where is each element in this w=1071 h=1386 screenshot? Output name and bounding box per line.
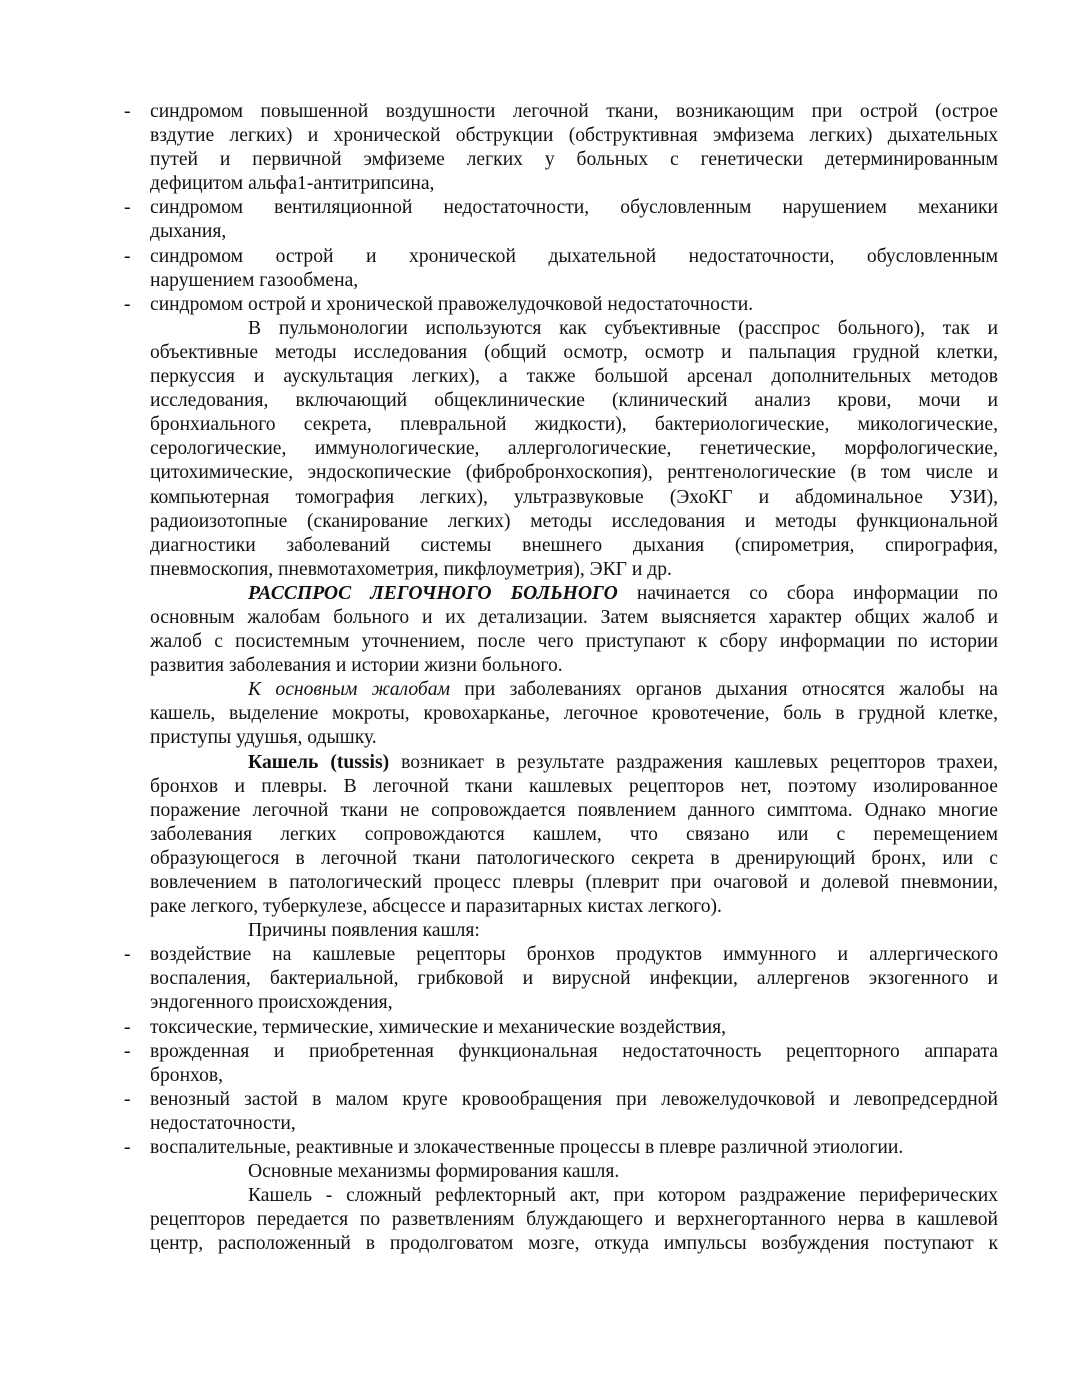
text-line bbox=[122, 871, 998, 895]
line-text: вовлечением в патологический процесс плевры (плеврит при очаговой и долевой пневмонии, bbox=[150, 872, 998, 893]
paragraph-first-line bbox=[248, 751, 998, 775]
line-text: центр, расположенный в продолговатом мозге, откуда импульсы возбуждения поступают к bbox=[150, 1233, 998, 1255]
bullet-dash: - bbox=[124, 197, 131, 219]
text-line bbox=[122, 702, 998, 726]
line-text: начинается со сбора информации по bbox=[617, 582, 998, 604]
line-text: перкуссия и аускультация легких), а также большой арсенал дополнительных методов bbox=[150, 366, 998, 388]
text-line bbox=[122, 823, 998, 847]
line-text: эндогенного происхождения, bbox=[150, 992, 393, 1014]
line-text: приступы удушья, одышку. bbox=[150, 727, 377, 749]
text-line bbox=[122, 1040, 998, 1064]
text-line bbox=[122, 148, 998, 172]
text-line bbox=[122, 1016, 998, 1040]
text-line bbox=[122, 124, 998, 148]
line-text: объективные методы исследования (общий осмотр, осмотр и пальпация грудной клетки, bbox=[150, 341, 998, 363]
line-text: развития заболевания и истории жизни больного. bbox=[150, 655, 563, 677]
text-line bbox=[122, 196, 998, 220]
line-text: синдромом вентиляционной недостаточности, обусловленным нарушением механики bbox=[150, 197, 998, 219]
line-text: бронхов и плевры. В легочной ткани кашлевых рецепторов нет, поэтому изолированное bbox=[150, 775, 998, 797]
line-text: рецепторов передается по разветвлениям блуждающего и верхнегортанного нерва в кашлевой bbox=[150, 1209, 998, 1231]
line-text: возникает в результате раздражения кашлевых рецепторов трахеи, bbox=[389, 751, 998, 773]
text-line bbox=[122, 726, 998, 750]
text-line bbox=[122, 486, 998, 510]
text-line bbox=[122, 172, 998, 196]
text-line bbox=[122, 895, 998, 919]
bullet-dash: - bbox=[124, 1137, 131, 1159]
text-line bbox=[122, 100, 998, 124]
line-text: воспалительные, реактивные и злокачественные процессы в плевре различной этиологии. bbox=[150, 1137, 904, 1159]
text-line bbox=[122, 654, 998, 678]
line-text: токсические, термические, химические и механические воздействия, bbox=[150, 1016, 727, 1038]
text-line bbox=[122, 437, 998, 461]
line-text: пневмоскопия, пневмотахометрия, пикфлоуметрия), ЭКГ и др. bbox=[150, 558, 672, 580]
bullet-dash: - bbox=[124, 293, 131, 315]
text-line bbox=[122, 967, 998, 991]
line-text: дефицитом альфа1-антитрипсина, bbox=[150, 173, 435, 195]
line-text: синдромом повышенной воздушности легочной ткани, возникающим при острой (острое bbox=[150, 101, 998, 122]
text-line bbox=[122, 1184, 998, 1208]
line-text: венозный застой в малом круге кровообращения при левожелудочковой и левопредсердной bbox=[150, 1088, 998, 1110]
text-line bbox=[122, 943, 998, 967]
paragraph-first-line bbox=[248, 678, 998, 702]
text-line bbox=[122, 1208, 998, 1232]
line-text: недостаточности, bbox=[150, 1112, 296, 1134]
text-line bbox=[122, 245, 998, 269]
text-line bbox=[122, 1232, 998, 1256]
text-line bbox=[122, 534, 998, 558]
line-text: бронхиального секрета, плевральной жидкости), бактериологические, микологические, bbox=[150, 414, 998, 436]
line-text: основным жалобам больного и их детализации. Затем выясняется характер общих жалоб и bbox=[150, 606, 998, 628]
line-text: исследования, включающий общеклинические (клинический анализ крови, мочи и bbox=[150, 390, 998, 412]
document-body bbox=[122, 100, 998, 1257]
bullet-dash: - bbox=[124, 1016, 131, 1038]
line-text: дыхания, bbox=[150, 221, 227, 243]
text-line bbox=[122, 558, 998, 582]
paragraph-first-line: Кашель - сложный рефлекторный акт, при котором раздражение периферических bbox=[248, 1185, 998, 1207]
text-line bbox=[122, 413, 998, 437]
line-text: воспаления, бактериальной, грибковой и вирусной инфекции, аллергенов экзогенного и bbox=[150, 968, 998, 990]
paragraph-first-line: Основные механизмы формирования кашля. bbox=[248, 1161, 620, 1183]
text-line bbox=[122, 678, 998, 702]
text-line bbox=[122, 751, 998, 775]
line-text: путей и первичной эмфиземе легких у больных с генетически детерминированным bbox=[150, 149, 998, 171]
text-line bbox=[122, 1112, 998, 1136]
line-text: жалоб с посистемным уточнением, после чего приступают к сбору информации по истории bbox=[150, 631, 998, 653]
text-line bbox=[122, 220, 998, 244]
line-text: синдромом острой и хронической правожелудочковой недостаточности. bbox=[150, 293, 754, 315]
line-text: цитохимические, эндоскопические (фибробронхоскопия), рентгенологические (в том числе и bbox=[150, 462, 998, 484]
line-text: образующегося в легочной ткани патологического секрета в дренирующий бронх, или с bbox=[150, 847, 998, 869]
text-line bbox=[122, 799, 998, 823]
text-line bbox=[122, 1064, 998, 1088]
line-text: вздутие легких) и хронической обструкции (обструктивная эмфизема легких) дыхательных bbox=[150, 125, 998, 147]
emphasis-text: К основным жалобам bbox=[248, 679, 451, 701]
text-line bbox=[122, 365, 998, 389]
line-text: кашель, выделение мокроты, кровохарканье, легочное кровотечение, боль в грудной клетке, bbox=[150, 703, 998, 725]
line-text: серологические, иммунологические, аллергологические, генетические, морфологические, bbox=[150, 438, 998, 460]
text-line bbox=[122, 1160, 998, 1184]
line-text: раке легкого, туберкулезе, абсцессе и паразитарных кистах легкого). bbox=[150, 896, 722, 918]
bullet-dash: - bbox=[124, 245, 131, 267]
line-text: синдромом острой и хронической дыхательной недостаточности, обусловленным bbox=[150, 245, 998, 267]
text-line bbox=[122, 461, 998, 485]
text-line bbox=[122, 847, 998, 871]
line-text: радиоизотопные (сканирование легких) методы исследования и методы функциональной bbox=[150, 510, 998, 532]
text-line bbox=[122, 389, 998, 413]
paragraph-first-line: Причины появления кашля: bbox=[248, 920, 480, 942]
bullet-dash: - bbox=[124, 1088, 131, 1110]
paragraph-first-line bbox=[248, 582, 998, 606]
text-line bbox=[122, 775, 998, 799]
text-line bbox=[122, 630, 998, 654]
line-text: компьютерная томография легких), ультразвуковые (ЭхоКГ и абдоминальное УЗИ), bbox=[150, 486, 998, 508]
text-line bbox=[122, 582, 998, 606]
section-heading: РАССПРОС ЛЕГОЧНОГО БОЛЬНОГО bbox=[248, 582, 618, 604]
text-line bbox=[122, 991, 998, 1015]
text-line bbox=[122, 293, 998, 317]
text-line bbox=[122, 317, 998, 341]
line-text: при заболеваниях органов дыхания относятся жалобы на bbox=[450, 679, 998, 701]
text-line bbox=[122, 510, 998, 534]
line-text: нарушением газообмена, bbox=[150, 269, 359, 291]
line-text: поражение легочной ткани не сопровождается появлением данного симптома. Однако многие bbox=[150, 799, 998, 821]
term-heading: Кашель (tussis) bbox=[248, 751, 390, 773]
line-text: врожденная и приобретенная функциональная недостаточность рецепторного аппарата bbox=[150, 1040, 998, 1062]
paragraph-first-line: В пульмонологии используются как субъективные (расспрос больного), так и bbox=[248, 317, 998, 339]
line-text: диагностики заболеваний системы внешнего дыхания (спирометрия, спирография, bbox=[150, 534, 998, 556]
bullet-dash: - bbox=[124, 101, 131, 122]
text-line bbox=[122, 269, 998, 293]
bullet-dash: - bbox=[124, 1040, 131, 1062]
text-line bbox=[122, 341, 998, 365]
text-line bbox=[122, 919, 998, 943]
line-text: заболевания легких сопровождаются кашлем, что связано или с перемещением bbox=[150, 823, 998, 845]
line-text: бронхов, bbox=[150, 1064, 224, 1086]
line-text: воздействие на кашлевые рецепторы бронхов продуктов иммунного и аллергического bbox=[150, 944, 998, 966]
bullet-dash: - bbox=[124, 944, 131, 966]
text-line bbox=[122, 1136, 998, 1160]
text-line bbox=[122, 1088, 998, 1112]
text-line bbox=[122, 606, 998, 630]
